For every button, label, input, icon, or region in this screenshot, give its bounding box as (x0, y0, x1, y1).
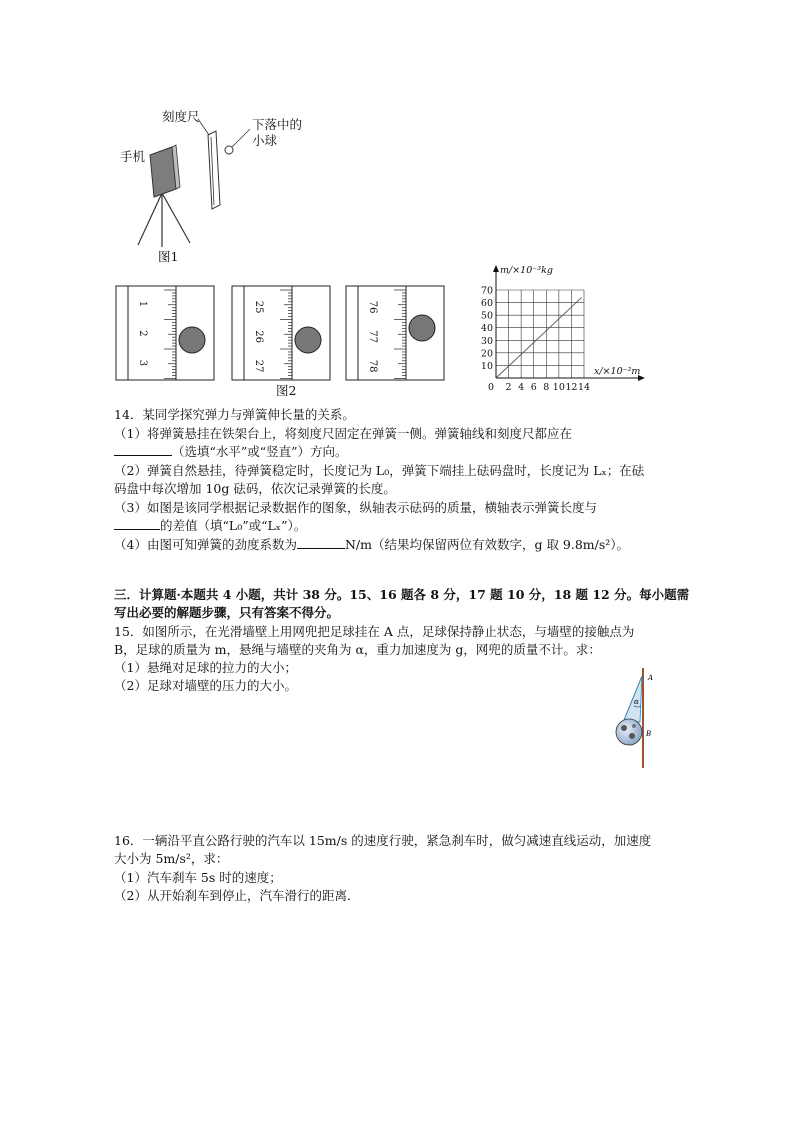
q14-part3-line1: （3）如图是该同学根据记录数据作的图象，纵轴表示砝码的质量，横轴表示弹簧长度与 (114, 500, 597, 515)
ruler-tick-label: 1 (137, 300, 148, 308)
y-tick-label: 10 (480, 360, 493, 372)
q14-part1-line1: （1）将弹簧悬挂在铁架台上，将刻度尺固定在弹簧一侧。弹簧轴线和刻度尺都应在 (114, 426, 572, 441)
y-tick-label: 70 (480, 285, 493, 297)
q16-line2: 大小为 5m/s²，求： (114, 851, 229, 866)
football-icon (616, 719, 642, 745)
ruler-tick-label: 25 (253, 300, 264, 314)
y-tick-label: 60 (480, 298, 493, 310)
y-tick-label: 20 (480, 348, 493, 360)
ruler-tick-label: 27 (253, 359, 264, 373)
section3-line1: 三．计算题·本题共 4 小题，共计 38 分。15、16 题各 8 分，17 题 10 分，18 题 12 分。每小题需 (114, 587, 690, 602)
ruler-tick-label: 26 (253, 330, 264, 343)
x-axis-label: x/×10⁻²m (594, 366, 641, 377)
answer-blank-1[interactable] (114, 443, 172, 456)
figure-2 (114, 284, 450, 384)
ruler-icon (208, 131, 220, 209)
x-tick-label: 14 (577, 382, 591, 393)
y-axis-arrow (493, 265, 499, 272)
ruler-tick-label: 3 (137, 359, 148, 367)
tripod (138, 193, 190, 247)
ball-icon (179, 327, 205, 353)
q14-title: 14．某同学探究弹力与弹簧伸长量的关系。 (114, 407, 355, 422)
ruler-label: 刻度尺 (162, 109, 200, 124)
figure-1-caption: 图1 (158, 249, 179, 264)
origin-label: 0 (487, 382, 495, 393)
section3-line2: 写出必要的解题步骤，只有答案不得分。 (114, 605, 340, 620)
q14-part1-line2-row (114, 443, 348, 462)
ball-label-line2: 小球 (252, 133, 278, 148)
x-tick-label: 12 (565, 382, 578, 393)
x-tick-label: 8 (543, 382, 550, 393)
q15-sub2: （2）足球对墙壁的压力的大小。 (114, 678, 297, 693)
q15-sub1: （1）悬绳对足球的拉力的大小； (114, 660, 297, 675)
phone-label: 手机 (120, 149, 146, 164)
q14-part4-suffix: N/m（结果均保留两位有效数字，g 取 9.8m/s²）。 (344, 537, 630, 552)
ball-icon (295, 327, 321, 353)
q14-part3-line2: 的差值（填“L₀”或“Lₓ”）。 (160, 518, 307, 533)
falling-ball-icon (225, 146, 233, 154)
y-tick-label: 40 (480, 323, 493, 335)
ruler-panel-3 (346, 286, 444, 380)
figure-2-caption: 图2 (276, 383, 297, 398)
ruler-panel-2 (232, 286, 330, 380)
x-tick-label: 6 (530, 382, 537, 393)
y-axis-label: m/×10⁻³kg (500, 265, 553, 276)
ruler-tick-label: 76 (367, 300, 378, 314)
label-alpha: α (634, 698, 639, 706)
q15-line2: B，足球的质量为 m，悬绳与墙壁的夹角为 α，重力加速度为 g，网兜的质量不计。求： (114, 642, 601, 657)
q14-part2-line2: 码盘中每次增加 10g 砝码，依次记录弹簧的长度。 (114, 481, 396, 496)
ruler-tick-label: 2 (137, 330, 148, 337)
x-tick-label: 4 (518, 382, 525, 393)
phone-icon (150, 145, 180, 197)
q14-part1-line2: （选填“水平”或“竖直”）方向。 (172, 444, 348, 459)
q16-sub2: （2）从开始刹车到停止，汽车滑行的距离． (114, 888, 360, 903)
answer-blank-2[interactable] (114, 517, 160, 530)
label-B: B (646, 730, 652, 738)
football-wall-figure (610, 668, 660, 770)
q14-part3-line2-row (114, 517, 306, 536)
ruler-tick-label: 78 (367, 359, 378, 373)
q15-line1: 15．如图所示，在光滑墙壁上用网兜把足球挂在 A 点，足球保持静止状态，与墙壁的接触点为 (114, 624, 635, 639)
ruler-tick-label: 77 (367, 330, 378, 343)
x-tick-label: 10 (552, 382, 565, 393)
q14-part4-prefix: （4）由图可知弹簧的劲度系数为 (114, 537, 297, 552)
ball-label-line1: 下落中的 (252, 117, 303, 132)
answer-blank-3[interactable] (297, 536, 345, 549)
y-tick-label: 50 (480, 310, 493, 322)
ruler-panel-1 (116, 286, 214, 380)
q14-part4-row (114, 536, 629, 555)
q14-part2-line1: （2）弹簧自然悬挂，待弹簧稳定时，长度记为 L₀，弹簧下端挂上砝码盘时，长度记为 Lₓ；在砝 (114, 463, 645, 478)
label-A: A (648, 674, 654, 682)
ball-icon (409, 315, 435, 341)
q16-sub1: （1）汽车刹车 5s 时的速度； (114, 870, 282, 885)
x-tick-label: 2 (505, 382, 512, 393)
y-tick-label: 30 (480, 335, 493, 347)
graph-container (470, 262, 660, 398)
mass-extension-graph (470, 262, 660, 398)
q16-line1: 16．一辆沿平直公路行驶的汽车以 15m/s 的速度行驶，紧急刹车时，做匀减速直线运动，加速度 (114, 833, 652, 848)
wall (642, 668, 644, 768)
